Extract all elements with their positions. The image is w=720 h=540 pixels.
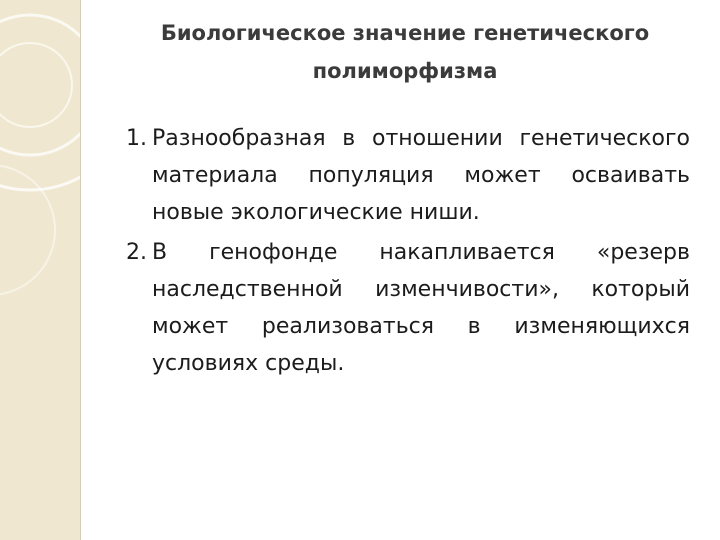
numbered-list	[126, 120, 690, 385]
list-item-number: 1.	[126, 126, 147, 151]
decorative-ring-middle	[0, 15, 80, 155]
slide-title: Биологическое значение генетического полиморфизма	[160, 21, 650, 83]
decorative-ring-lower	[0, 165, 55, 295]
side-panel-edge	[80, 0, 81, 540]
list-item	[126, 120, 690, 231]
decorative-ring-inner	[0, 43, 72, 127]
decorative-ring-outer	[0, 0, 80, 190]
list-item-number: 2.	[126, 240, 147, 265]
list-item-text: В генофонде накапливается «резерв наследственной изменчивости», который может реализоваться в изменяющихся условиях среды.	[152, 240, 690, 376]
list-item	[126, 234, 690, 382]
decorative-side-panel	[0, 0, 80, 540]
list-item-text: Разнообразная в отношении генетического материала популяция может осваивать новые экологические ниши.	[152, 126, 690, 225]
decorative-rings-graphic	[0, 0, 80, 540]
